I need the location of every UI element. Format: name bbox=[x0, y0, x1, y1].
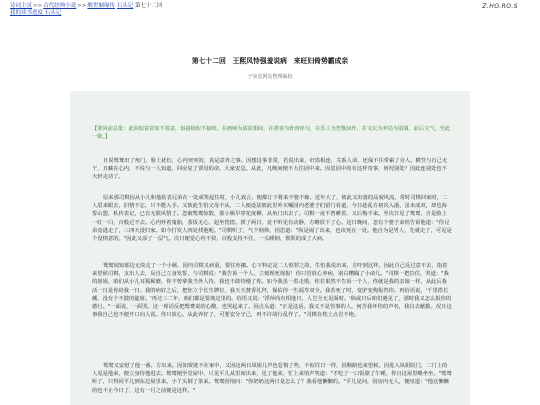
chapter-commentary: 【蒙回前总批：此回似着意似不着意，似接续似不接续，在画师为浓淡相间，在墨客为骨肉停匀，在乐工为笙歌间作。在文坛为养局为别调。前后文气，至此一歇。】 bbox=[92, 126, 450, 140]
breadcrumb-link-shitouji[interactable]: 石头记 bbox=[116, 3, 134, 9]
paragraph: 鸳鸯又安慰了他一番，方出来。因知贾琏不在家中，又因这两日凤姐儿声色怠惰了些，不似往日一样，因顺路也来望候。因进入凤姐院门，二门上的人见是他来，便立身待他进去。鸳鸯刚至堂屋中，只见平儿从里间出来，见了他来，忙上来悄声笑道："才吃了一口饭歇了午睡，你且这屋里略坐坐。"鸳鸯听了，只得同平儿到东边屋里来。小丫头倒了茶来。鸳鸯因悄问："你奶奶这两日是怎么了？我看他懒懒的。"平儿见问，因房内无人，便叹道："他这懒懒的也不止今日了，这有一月之前便是这样。" bbox=[92, 363, 452, 394]
breadcrumb-separator: >> bbox=[33, 3, 43, 9]
reading-progress-link[interactable]: 我的读书进度 石头记 bbox=[10, 10, 62, 16]
breadcrumb-current: 第七十二回 bbox=[135, 3, 163, 9]
chapter-author: 子夜星网站整理编校 bbox=[247, 74, 293, 80]
paragraph: 鸳鸯闻知那边无故走了一个小厮，园内司棋又病重，要往外挪。心下料定是二人惧罪之故，生怕我说出来，方吓到这样。因此自己反过意不去，指着来望候司棋，支出人去，反自己立身发誓，与司棋说："我告诉一个人，立刻现死现报！你只管放心养病，别白糟蹋了小命儿。"司棋一把拉住，哭道："我的姐姐，咱们从小儿耳鬓厮磨，你不曾拿我当外人待，我也不敢待慢了你。如今我虽一着走错，你若果然不告诉一个人，你就是我的亲娘一样。从此后我活一日是你给我一日。我的病好之后，把你立个长生牌位，我天天焚香礼拜，保佑你一生福寿双全。我若死了时，变驴变狗报答你。再俗语说，'千里搭长棚，没有个不散的筵席。'再过三二年，咱们都是要离这里的。俗语又说：'浮萍尚有相逢日，人岂全无见面时。'倘或日后咱们遇见了，那时我又怎么报你的德行。"一面说，一面哭。这一席话反把鸳鸯说的心酸，也哭起来了。因点头道："正是这话。我又不是管事的人，何苦我坏你的声名，我白去献勤。况且这事我自己也不便开口向人说。你只放心。从此养好了，可要安分守己，再不许胡行乱作了。"司棋在枕上点首不绝。 bbox=[92, 263, 452, 319]
breadcrumb bbox=[10, 3, 163, 10]
paragraph: 且说鸳鸯出了角门，脸上犹红，心内突突的，真是意外之事。因想这事非常，若说出来，奸盗相连，关系人命，还保不住带累了旁人。横竖与自己无干，且藏在心内，不说与一人知道。回房复了贾母的命，大家安息。从此，凡晚间便不大往园中来。因思园中尚有这样奇事，何况别处？因此连别处也不大轻走动了。 bbox=[92, 158, 448, 181]
site-logo[interactable]: Z.HO.RO.S bbox=[482, 3, 518, 10]
chapter-title: 第七十二回 王熙凤恃强羞说病 来旺妇倚势霸成亲 bbox=[191, 57, 349, 65]
breadcrumb-link-home[interactable]: 诗词主页 bbox=[10, 3, 33, 9]
breadcrumb-separator: >> bbox=[77, 3, 87, 9]
chapter-content bbox=[70, 91, 470, 405]
breadcrumb-link-book[interactable]: 醒世姻缘传 bbox=[87, 3, 115, 9]
breadcrumb-link-classic-novels[interactable]: 古代经典小说 bbox=[43, 3, 77, 9]
top-navigation bbox=[0, 0, 540, 20]
paragraph: 原来那司棋因从小儿和他姑表兄弟在一处顽笑起住时，小儿戏言，便都订下将来不娶不嫁。近年大了，彼此又出落的品貌风流，常时司棋回家时，二人眉来眼去，旧情不忘，只不能入手。又彼此生怕父母不从，二人便设法彼此里外买嘱园内老婆子们留门看道，今日趁乱方初次入港。虽未成双，却也海誓山盟，私传表记，已有无限风情了。忽被鸳鸯惊散，那小厮早穿花度柳，从角门出去了。司棋一夜不曾睡着，又后悔不来。至次日见了鸳鸯，自是脸上一红一白，百般过不去。心内怀着鬼胎，茶饭无心，起坐恍惚。挨了两日，竟不听见有动静，方略放下了心。这日晚间，忽有个婆子来悄告诉他道："你兄弟竟逃走了，三四天没归家。如今打发人四处找他呢。"司棋听了，气个倒仰，因思道："纵是闹了出来，也该死在一处。他自为是男人，先就走了，可见是个没情意的。"因此又添了一层气。次日便觉心内不快，百般支持不住，一头睡倒，恹恹的成了大病。 bbox=[92, 195, 452, 243]
